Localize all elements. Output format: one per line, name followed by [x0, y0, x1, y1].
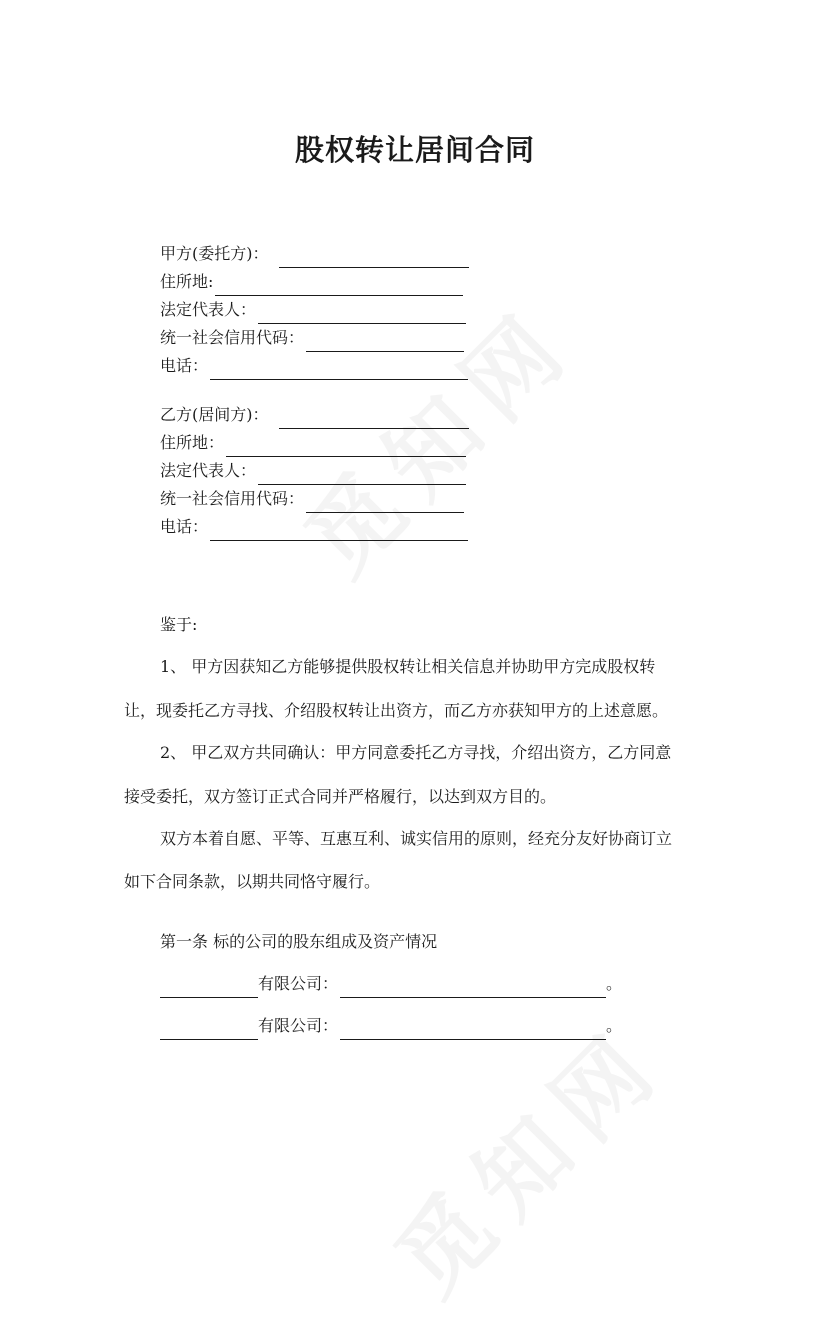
article-1-heading: 第一条 标的公司的股东组成及资产情况 [160, 932, 438, 951]
field-label: 电话： [160, 356, 209, 375]
recital-item-1-line-2: 让，现委托乙方寻找、介绍股权转让出资方，而乙方亦获知甲方的上述意愿。 [124, 701, 669, 720]
sentence-end: 。 [606, 974, 623, 993]
party-b-credit-code-row [160, 485, 469, 513]
party-a-credit-code-blank[interactable] [306, 330, 464, 352]
company-detail-blank[interactable] [340, 1018, 606, 1040]
party-b-credit-code-blank[interactable] [306, 491, 464, 513]
contract-title: 股权转让居间合同 [294, 133, 535, 167]
principle-line-2: 如下合同条款，以期共同恪守履行。 [124, 872, 381, 891]
party-a-name-row [160, 240, 469, 268]
party-a-phone-row [160, 352, 469, 380]
party-a-legal-rep-blank[interactable] [258, 302, 466, 324]
party-a-phone-blank[interactable] [210, 358, 468, 380]
field-label: 法定代表人： [160, 461, 257, 480]
party-b-legal-rep-blank[interactable] [258, 463, 466, 485]
party-a-address-blank[interactable] [215, 274, 463, 296]
party-b-name-row [160, 401, 469, 429]
field-label: 统一社会信用代码： [160, 328, 305, 347]
company-label: 有限公司： [258, 1016, 339, 1035]
recital-item-2-line-1: 2、 甲乙双方共同确认：甲方同意委托乙方寻找，介绍出资方，乙方同意 [160, 743, 672, 762]
recital-item-1-line-1: 1、 甲方因获知乙方能够提供股权转让相关信息并协助甲方完成股权转 [160, 657, 656, 676]
company-name-blank[interactable] [160, 976, 258, 998]
sentence-end: 。 [606, 1016, 623, 1035]
party-b-address-blank[interactable] [226, 435, 466, 457]
party-a-credit-code-row [160, 324, 469, 352]
party-b-block [160, 401, 469, 541]
party-a-legal-rep-row [160, 296, 469, 324]
party-b-phone-blank[interactable] [210, 519, 468, 541]
party-b-name-blank[interactable] [279, 407, 469, 429]
recital-item-2-line-2: 接受委托，双方签订正式合同并严格履行，以达到双方目的。 [124, 787, 557, 806]
recitals-heading: 鉴于: [160, 615, 198, 634]
party-b-address-row [160, 429, 469, 457]
company-label: 有限公司： [258, 974, 339, 993]
field-label: 住所地: [160, 272, 214, 291]
party-a-address-row [160, 268, 469, 296]
party-a-block [160, 240, 469, 380]
watermark [362, 993, 689, 1319]
field-label: 住所地： [160, 433, 225, 452]
company-row [160, 1012, 622, 1040]
party-b-legal-rep-row [160, 457, 469, 485]
principle-line-1: 双方本着自愿、平等、互惠互利、诚实信用的原则，经充分友好协商订立 [160, 829, 673, 848]
company-detail-blank[interactable] [340, 976, 606, 998]
field-label: 甲方(委托方)： [160, 244, 269, 263]
company-row [160, 970, 622, 998]
party-b-phone-row [160, 513, 469, 541]
field-label: 法定代表人： [160, 300, 257, 319]
field-label: 电话： [160, 517, 209, 536]
field-label: 乙方(居间方)： [160, 405, 269, 424]
company-name-blank[interactable] [160, 1018, 258, 1040]
field-label: 统一社会信用代码： [160, 489, 305, 508]
party-a-name-blank[interactable] [279, 246, 469, 268]
